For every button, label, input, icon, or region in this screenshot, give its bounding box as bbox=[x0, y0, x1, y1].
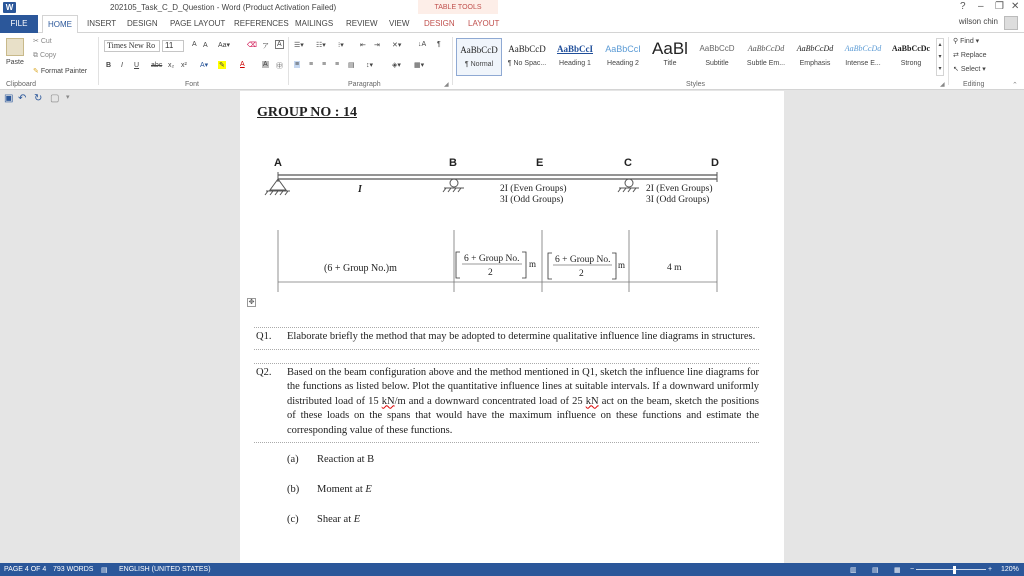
new-doc-icon[interactable]: ▢ bbox=[50, 93, 60, 104]
sub-item-text[interactable]: Moment at E bbox=[317, 484, 372, 495]
shrink-font-icon[interactable]: A bbox=[203, 42, 208, 49]
question-text[interactable]: Elaborate briefly the method that may be adopted to determine qualitative influence line diagrams in structures. bbox=[287, 331, 756, 342]
zoom-level[interactable]: 120% bbox=[1001, 566, 1019, 573]
svg-text:6 + Group No.: 6 + Group No. bbox=[555, 255, 611, 265]
quick-access-toolbar bbox=[0, 91, 80, 107]
highlight-icon[interactable]: ✎ bbox=[219, 62, 225, 69]
style-strong[interactable]: AaBbCcDc Strong bbox=[891, 44, 931, 67]
questions-table bbox=[254, 327, 759, 443]
paragraph-group-label: Paragraph bbox=[348, 81, 381, 88]
divider bbox=[452, 37, 453, 85]
dim-span-cd: 4 m bbox=[667, 263, 682, 273]
style-emphasis[interactable]: AaBbCcDd Emphasis bbox=[796, 44, 834, 67]
stiffness-span2-even: 2I (Even Groups) bbox=[500, 184, 567, 194]
zoom-in-icon[interactable]: + bbox=[988, 566, 993, 573]
bullets-icon[interactable]: ☰▾ bbox=[294, 42, 304, 49]
sub-item-label: (c) bbox=[287, 514, 299, 525]
sort-icon[interactable]: ↓A bbox=[418, 41, 427, 48]
collapse-ribbon-icon[interactable]: ⌃ bbox=[1012, 82, 1018, 89]
question-number: Q2. bbox=[256, 366, 272, 378]
copy-button[interactable]: ⧉ Copy bbox=[33, 52, 57, 59]
styles-group-label: Styles bbox=[686, 81, 706, 88]
line-spacing-icon[interactable]: ↕▾ bbox=[366, 62, 374, 69]
sub-item-text[interactable]: Reaction at B bbox=[317, 454, 375, 465]
divider bbox=[948, 37, 949, 85]
minimize-button[interactable]: – bbox=[978, 1, 984, 12]
restore-button[interactable]: ❐ bbox=[995, 1, 1004, 12]
stiffness-span2-odd: 3I (Odd Groups) bbox=[500, 195, 564, 205]
stiffness-span3-even: 2I (Even Groups) bbox=[646, 184, 713, 194]
font-name-select[interactable]: Times New Ro bbox=[104, 40, 160, 52]
tab-design[interactable]: DESIGN bbox=[127, 19, 158, 28]
table-row[interactable] bbox=[254, 327, 759, 350]
svg-text:6 + Group No.: 6 + Group No. bbox=[464, 254, 520, 264]
style-no-spacing[interactable]: AaBbCcD ¶ No Spac... bbox=[507, 44, 547, 67]
divider bbox=[98, 37, 99, 85]
paragraph-launcher-icon[interactable]: ◢ bbox=[444, 82, 449, 88]
grow-font-icon[interactable]: A bbox=[192, 41, 197, 48]
styles-scroll[interactable]: ▴ ▾ ▾ bbox=[936, 38, 944, 76]
align-right-icon[interactable]: ≡ bbox=[322, 61, 327, 68]
tab-insert[interactable]: INSERT bbox=[87, 19, 117, 28]
word-app-icon[interactable]: W bbox=[3, 2, 16, 13]
tab-page-layout[interactable]: PAGE LAYOUT bbox=[170, 19, 226, 28]
tab-view[interactable]: VIEW bbox=[389, 19, 410, 28]
sub-item-label: (b) bbox=[287, 484, 300, 495]
point-label-b: B bbox=[449, 157, 457, 169]
svg-text:m: m bbox=[618, 260, 626, 270]
scissors-icon: ✂ bbox=[33, 38, 39, 45]
decrease-indent-icon[interactable]: ⇤ bbox=[360, 42, 366, 49]
ribbon-home bbox=[0, 33, 1024, 90]
style-normal[interactable]: AaBbCcD ¶ Normal bbox=[456, 38, 502, 76]
style-subtle-emphasis[interactable]: AaBbCcDd Subtle Em... bbox=[746, 44, 786, 67]
help-button[interactable]: ? bbox=[960, 1, 966, 12]
cut-button[interactable]: ✂ Cut bbox=[33, 38, 52, 45]
pilcrow-icon[interactable]: ¶ bbox=[437, 41, 441, 48]
read-mode-icon[interactable]: ▥ bbox=[850, 567, 857, 574]
support-b bbox=[443, 179, 464, 192]
select-button[interactable]: ↖ Select ▾ bbox=[953, 66, 986, 73]
change-case-icon[interactable]: Aa▾ bbox=[218, 42, 231, 49]
web-layout-icon[interactable]: ▦ bbox=[894, 567, 901, 574]
shading-bucket-icon[interactable]: ◈▾ bbox=[392, 62, 401, 69]
zoom-out-icon[interactable]: − bbox=[910, 566, 915, 573]
font-size-select[interactable]: 11 bbox=[162, 40, 184, 52]
user-name[interactable]: wilson chin bbox=[958, 17, 998, 26]
point-label-e: E bbox=[536, 157, 544, 169]
phonetic-icon[interactable]: ア bbox=[262, 43, 269, 50]
paste-icon[interactable] bbox=[6, 38, 24, 56]
stiffness-span1: I bbox=[358, 184, 362, 195]
subscript-icon[interactable]: x₂ bbox=[168, 62, 175, 69]
styles-launcher-icon[interactable]: ◢ bbox=[940, 82, 945, 88]
italic-button[interactable]: I bbox=[121, 62, 123, 69]
style-intense-emphasis[interactable]: AaBbCcDd Intense E... bbox=[844, 44, 882, 67]
tab-file[interactable]: FILE bbox=[0, 15, 38, 33]
avatar[interactable] bbox=[1004, 16, 1018, 30]
style-heading-1[interactable]: AaBbCcI Heading 1 bbox=[556, 44, 593, 67]
tab-references[interactable]: REFERENCES bbox=[234, 19, 289, 28]
clipboard-group-label: Clipboard bbox=[6, 81, 36, 88]
style-subtitle[interactable]: AaBbCcD Subtitle bbox=[699, 44, 735, 67]
dim-span-ec bbox=[548, 253, 625, 279]
shading-icon[interactable]: A bbox=[263, 61, 268, 68]
sub-item-label: (a) bbox=[287, 454, 299, 465]
tab-review[interactable]: REVIEW bbox=[346, 19, 378, 28]
style-title[interactable]: AaBl Title bbox=[652, 39, 688, 67]
underline-button[interactable]: U bbox=[134, 62, 140, 69]
zoom-slider-thumb[interactable] bbox=[953, 566, 956, 574]
stiffness-span3-odd: 3I (Odd Groups) bbox=[646, 195, 710, 205]
redo-icon[interactable]: ↻ bbox=[34, 93, 43, 104]
undo-icon[interactable]: ↶ bbox=[18, 93, 27, 104]
word-count[interactable]: 793 WORDS bbox=[53, 566, 94, 573]
question-number: Q1. bbox=[256, 331, 272, 342]
support-c bbox=[618, 179, 639, 192]
beam-diagram bbox=[240, 150, 770, 300]
brush-icon: ✎ bbox=[33, 68, 39, 75]
dim-span-be bbox=[456, 252, 536, 278]
font-group-label: Font bbox=[185, 81, 200, 88]
tab-home[interactable]: HOME bbox=[42, 15, 78, 34]
proofing-icon[interactable]: ▤ bbox=[101, 567, 108, 574]
strikethrough-icon[interactable]: abc bbox=[151, 62, 163, 69]
zoom-slider[interactable] bbox=[916, 569, 986, 570]
replace-icon: ⇄ bbox=[953, 52, 959, 59]
enclose-char-icon[interactable]: ㊥ bbox=[276, 63, 283, 70]
point-label-c: C bbox=[624, 157, 632, 169]
language-indicator[interactable]: ENGLISH (UNITED STATES) bbox=[119, 566, 211, 573]
divider bbox=[288, 37, 289, 85]
group-title: GROUP NO : 14 bbox=[257, 105, 357, 120]
borders-icon[interactable]: ▦▾ bbox=[414, 62, 425, 69]
text-effects-icon[interactable]: A▾ bbox=[200, 62, 209, 69]
numbering-icon[interactable]: ☷▾ bbox=[316, 42, 326, 49]
char-border-icon[interactable]: A bbox=[277, 41, 282, 48]
tab-mailings[interactable]: MAILINGS bbox=[295, 19, 334, 28]
clear-format-icon[interactable]: ⌫ bbox=[247, 42, 257, 49]
copy-icon: ⧉ bbox=[33, 52, 38, 59]
point-label-a: A bbox=[274, 157, 282, 169]
svg-text:2: 2 bbox=[579, 269, 584, 279]
multilevel-icon[interactable]: ⁝▾ bbox=[338, 42, 344, 49]
format-painter-button[interactable]: ✎ Format Painter bbox=[33, 68, 88, 75]
align-center-icon[interactable]: ≡ bbox=[309, 61, 314, 68]
distributed-icon[interactable]: ▤ bbox=[348, 62, 355, 69]
window-title: 202105_Task_C_D_Question - Word (Product Activation Failed) bbox=[110, 3, 337, 12]
svg-text:m: m bbox=[529, 259, 537, 269]
close-button[interactable]: ✕ bbox=[1011, 1, 1020, 12]
table-row[interactable] bbox=[254, 363, 759, 444]
sub-item-text[interactable]: Shear at E bbox=[317, 514, 361, 525]
binoculars-icon: ⚲ bbox=[953, 38, 959, 45]
bold-button[interactable]: B bbox=[106, 62, 112, 69]
justify-icon[interactable]: ≡ bbox=[335, 61, 340, 68]
save-icon[interactable]: ▣ bbox=[4, 93, 14, 104]
asian-layout-icon[interactable]: ✕▾ bbox=[392, 42, 402, 49]
customize-qat-icon[interactable]: ▾ bbox=[66, 94, 70, 101]
find-button[interactable]: ⚲ Find ▾ bbox=[953, 38, 980, 45]
superscript-icon[interactable]: x² bbox=[181, 62, 187, 69]
table-tools-label: TABLE TOOLS bbox=[418, 0, 498, 14]
question-text[interactable]: Based on the beam configuration above and the method mentioned in Q1, sketch the influence line diagrams for the functions as listed below. Plot the quantitative influence lines at suitable intervals. If a downward uniformly distributed load of 15 kN/m and a downward concentrated load of 25 kN act on the beam, sketch the positions of these loads on the spans that would have the maximum influence on these functions and estimate the corresponding value of these functions. bbox=[287, 366, 759, 436]
point-label-d: D bbox=[711, 157, 719, 169]
print-layout-icon[interactable]: ▤ bbox=[872, 567, 879, 574]
cursor-icon: ↖ bbox=[953, 66, 959, 73]
status-bar bbox=[0, 563, 1024, 576]
tab-table-layout[interactable]: LAYOUT bbox=[468, 19, 500, 28]
title-bar bbox=[0, 0, 1024, 14]
table-move-handle-icon[interactable]: ✥ bbox=[248, 299, 255, 306]
font-color-icon[interactable]: A bbox=[240, 61, 245, 68]
page-count[interactable]: PAGE 4 OF 4 bbox=[4, 566, 47, 573]
replace-button[interactable]: ⇄ Replace bbox=[953, 52, 987, 59]
svg-text:2: 2 bbox=[488, 268, 493, 278]
editing-group-label: Editing bbox=[963, 81, 985, 88]
paste-button[interactable]: Paste bbox=[6, 59, 24, 66]
increase-indent-icon[interactable]: ⇥ bbox=[374, 42, 380, 49]
dim-span-ab: (6 + Group No.)m bbox=[324, 263, 397, 274]
style-heading-2[interactable]: AaBbCcI Heading 2 bbox=[605, 44, 641, 67]
tab-table-design[interactable]: DESIGN bbox=[424, 19, 455, 28]
align-left-icon[interactable]: ≡ bbox=[295, 61, 300, 68]
